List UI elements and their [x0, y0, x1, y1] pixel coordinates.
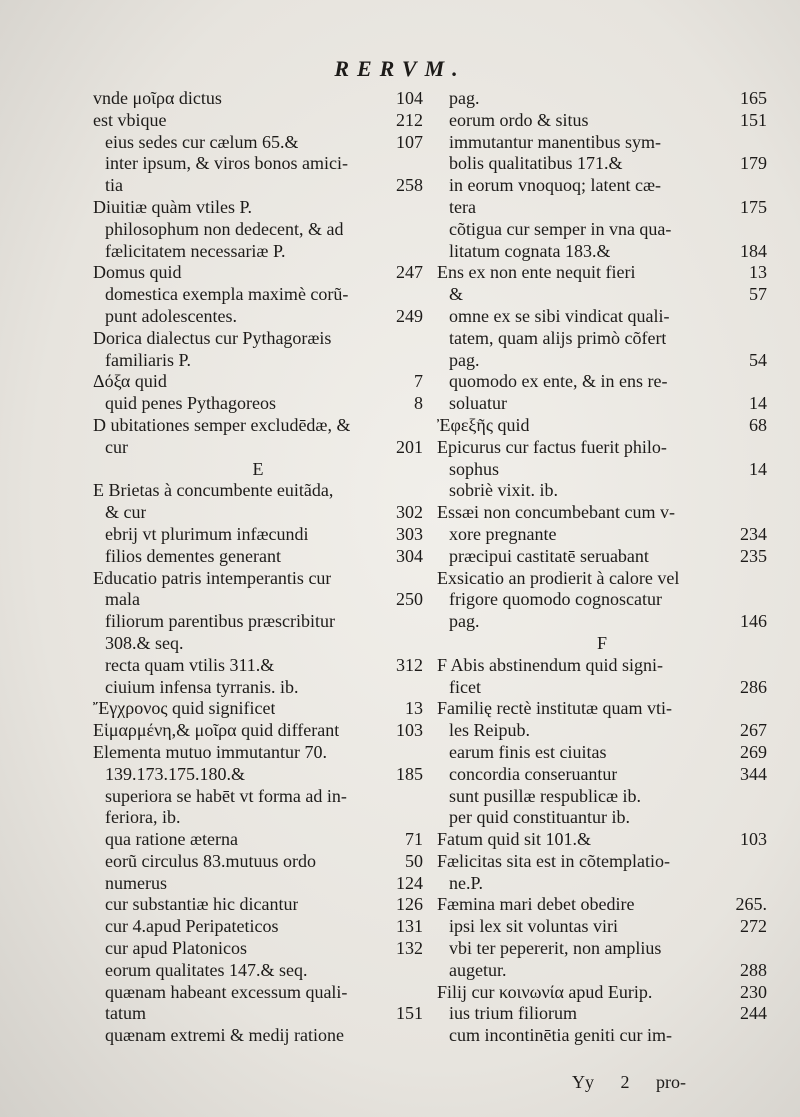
entry-text: cur apud Platonicos	[105, 938, 247, 959]
index-entry	[93, 742, 423, 764]
index-entry	[437, 568, 767, 590]
entry-text: les Reipub.	[449, 720, 530, 741]
entry-text: quænam habeant excessum quali-	[105, 981, 348, 1002]
entry-text: litatum cognata 183.&	[449, 240, 611, 261]
entry-text: Epicurus cur factus fuerit philo-	[437, 436, 667, 457]
entry-text: sobriè vixit. ib.	[449, 480, 558, 501]
entry-text: ius trium filiorum	[449, 1003, 577, 1024]
entry-text: eorum ordo & situs	[449, 109, 589, 130]
entry-text: quid penes Pythagoreos	[105, 393, 276, 414]
entry-text: concordia conseruantur	[449, 763, 618, 784]
index-entry	[93, 568, 423, 590]
entry-text: eorum qualitates 147.& seq.	[105, 959, 308, 980]
entry-text: frigore quomodo cognoscatur	[449, 589, 662, 610]
entry-text: tera	[449, 196, 476, 217]
page-reference: 71	[405, 829, 423, 850]
entry-text: feriora, ib.	[105, 807, 181, 828]
page-reference: 344	[740, 763, 767, 784]
section-letter	[437, 633, 767, 655]
entry-text: 308.& seq.	[105, 632, 184, 653]
page-reference: 303	[396, 523, 423, 544]
page-reference: 14	[749, 393, 767, 414]
index-entry	[437, 88, 767, 110]
index-entry	[93, 437, 423, 459]
index-entry	[437, 938, 767, 960]
index-column-left	[93, 88, 423, 1047]
index-entry	[93, 262, 423, 284]
index-entry	[93, 110, 423, 132]
entry-text: eius sedes cur cælum 65.&	[105, 131, 299, 152]
index-entry	[93, 393, 423, 415]
entry-text: philosophum non dedecent, & ad	[105, 218, 344, 239]
index-entry	[437, 982, 767, 1004]
page-reference: 104	[396, 88, 423, 108]
index-entry	[437, 764, 767, 786]
index-entry	[93, 960, 423, 982]
index-entry	[93, 698, 423, 720]
entry-text: Ἐφεξῆς quid	[437, 414, 530, 435]
index-entry	[437, 480, 767, 502]
entry-text: Εἱμαρμένη,& μοῖρα quid differant	[93, 720, 340, 741]
entry-text: E	[252, 458, 264, 479]
entry-text: &	[449, 284, 464, 305]
entry-text: Ens ex non ente nequit fieri	[437, 262, 636, 283]
page-reference: 107	[396, 131, 423, 152]
page-reference: 288	[740, 959, 767, 980]
page-reference: 230	[740, 981, 767, 1002]
page-reference: 304	[396, 545, 423, 566]
entry-text: Domus quid	[93, 262, 182, 283]
entry-text: F Abis abstinendum quid signi-	[437, 654, 664, 675]
index-entry	[437, 459, 767, 481]
index-entry	[437, 153, 767, 175]
running-header: RERVM.	[334, 56, 466, 81]
signature-number: 2	[620, 1072, 630, 1092]
index-entry	[93, 764, 423, 786]
index-entry	[437, 851, 767, 873]
entry-text: sunt pusillæ respublicæ ib.	[449, 785, 642, 806]
index-entry	[437, 655, 767, 677]
page-reference: 54	[749, 349, 767, 370]
page-footer	[572, 1072, 708, 1093]
entry-text: pag.	[449, 88, 480, 108]
page-reference: 179	[740, 153, 767, 174]
entry-text: in eorum vnoquoq; latent cæ-	[449, 175, 661, 196]
index-entry	[93, 546, 423, 568]
index-entry	[93, 916, 423, 938]
entry-text: sophus	[449, 458, 500, 479]
index-entry	[93, 219, 423, 241]
entry-text: superiora se habēt vt forma ad in-	[105, 785, 347, 806]
index-entry	[437, 197, 767, 219]
entry-text: fælicitatem necessariæ P.	[105, 240, 286, 261]
index-entry	[437, 241, 767, 263]
entry-text: tatum	[105, 1003, 146, 1024]
index-entry	[437, 589, 767, 611]
entry-text: soluatur	[449, 393, 507, 414]
page-reference: 250	[396, 589, 423, 610]
index-entry	[437, 894, 767, 916]
entry-text: recta quam vtilis 311.&	[105, 654, 275, 675]
index-entry	[437, 328, 767, 350]
index-entry	[93, 611, 423, 633]
entry-text: eorũ circulus 83.mutuus ordo	[105, 850, 316, 871]
index-entry	[437, 502, 767, 524]
entry-text: D ubitationes semper excludēdæ, &	[93, 414, 351, 435]
index-entry	[437, 371, 767, 393]
index-entry	[437, 306, 767, 328]
index-entry	[93, 241, 423, 263]
entry-text: ciuium infensa tyrranis. ib.	[105, 676, 299, 697]
index-entry	[93, 328, 423, 350]
index-entry	[93, 371, 423, 393]
index-entry	[437, 350, 767, 372]
entry-text: familiaris P.	[105, 349, 191, 370]
index-entry	[437, 720, 767, 742]
entry-text: ipsi lex sit voluntas viri	[449, 916, 618, 937]
entry-text: E Brietas à concumbente euitãda,	[93, 480, 334, 501]
index-entry	[437, 110, 767, 132]
page-reference: 7	[414, 371, 423, 392]
index-entry	[437, 1003, 767, 1025]
index-entry	[93, 982, 423, 1004]
entry-text: Exsicatio an prodierit à calore vel	[437, 567, 680, 588]
page-reference: 57	[749, 284, 767, 305]
index-entry	[93, 88, 423, 110]
signature-mark: Yy	[572, 1072, 594, 1092]
entry-text: mala	[105, 589, 140, 610]
entry-text: punt adolescentes.	[105, 305, 237, 326]
index-entry	[437, 132, 767, 154]
page-reference: 234	[740, 523, 767, 544]
entry-text: Δόξα quid	[93, 371, 167, 392]
page-reference: 212	[396, 109, 423, 130]
entry-text: cur substantiæ hic dicantur	[105, 894, 299, 915]
index-column-right	[437, 88, 767, 1047]
entry-text: immutantur manentibus sym-	[449, 131, 661, 152]
index-entry	[93, 175, 423, 197]
page-reference: 269	[740, 741, 767, 762]
page-reference: 235	[740, 545, 767, 566]
page-reference: 14	[749, 458, 767, 479]
index-entry	[437, 284, 767, 306]
index-entry	[437, 219, 767, 241]
entry-text: omne ex se sibi vindicat quali-	[449, 305, 670, 326]
page-reference: 103	[396, 720, 423, 741]
index-entry	[93, 873, 423, 895]
entry-text: est vbique	[93, 109, 167, 130]
page-reference: 267	[740, 720, 767, 741]
entry-text: Educatio patris intemperantis cur	[93, 567, 332, 588]
index-entry	[93, 829, 423, 851]
entry-text: Dorica dialectus cur Pythagoræis	[93, 327, 332, 348]
entry-text: qua ratione æterna	[105, 829, 238, 850]
entry-text: cum incontinētia geniti cur im-	[449, 1025, 672, 1046]
entry-text: domestica exempla maximè corũ-	[105, 284, 349, 305]
page-reference: 286	[740, 676, 767, 697]
index-entry	[93, 677, 423, 699]
entry-text: vbi ter pepererit, non amplius	[449, 938, 662, 959]
index-entry	[437, 960, 767, 982]
page-reference: 244	[740, 1003, 767, 1024]
entry-text: numerus	[105, 872, 167, 893]
index-entry	[93, 807, 423, 829]
index-entry	[437, 916, 767, 938]
page-reference: 184	[740, 240, 767, 261]
entry-text: filiorum parentibus præscribitur	[105, 611, 335, 632]
index-entry	[437, 829, 767, 851]
index-entry	[93, 633, 423, 655]
entry-text: vnde μοῖρα dictus	[93, 88, 222, 108]
entry-text: Familię rectè institutæ quam vti-	[437, 698, 672, 719]
index-entry	[437, 393, 767, 415]
page-reference: 247	[396, 262, 423, 283]
index-entry	[93, 132, 423, 154]
entry-text: & cur	[105, 502, 147, 523]
page-reference: 13	[749, 262, 767, 283]
index-entry	[437, 873, 767, 895]
entry-text: F	[596, 632, 607, 653]
page-reference: 185	[396, 763, 423, 784]
page-reference: 312	[396, 654, 423, 675]
index-entry	[93, 894, 423, 916]
entry-text: tia	[105, 175, 123, 196]
entry-text: Elementa mutuo immutantur 70.	[93, 741, 327, 762]
page-reference: 13	[405, 698, 423, 719]
entry-text: earum finis est ciuitas	[449, 741, 607, 762]
entry-text: ne.P.	[449, 872, 484, 893]
entry-text: Essæi non concumbebant cum v-	[437, 502, 675, 523]
page-reference: 175	[740, 196, 767, 217]
entry-text: pag.	[449, 611, 480, 632]
entry-text: pag.	[449, 349, 480, 370]
index-entry	[437, 742, 767, 764]
entry-text: cõtigua cur semper in vna qua-	[449, 218, 672, 239]
index-entry	[93, 306, 423, 328]
entry-text: Diuitiæ quàm vtiles P.	[93, 196, 253, 217]
page-reference: 201	[396, 436, 423, 457]
index-entry	[93, 938, 423, 960]
page-reference: 272	[740, 916, 767, 937]
index-entry	[93, 1003, 423, 1025]
index-entry	[93, 589, 423, 611]
entry-text: ebrij vt plurimum infæcundi	[105, 523, 309, 544]
entry-text: cur 4.apud Peripateticos	[105, 916, 279, 937]
index-entry	[93, 851, 423, 873]
index-entry	[93, 197, 423, 219]
index-entry	[437, 807, 767, 829]
index-entry	[437, 175, 767, 197]
section-letter	[93, 459, 423, 481]
index-entry	[437, 1025, 767, 1047]
entry-text: xore pregnante	[449, 523, 557, 544]
page-reference: 124	[396, 872, 423, 893]
entry-text: cur	[105, 436, 128, 457]
index-entry	[93, 524, 423, 546]
index-entry	[437, 524, 767, 546]
index-entry	[437, 611, 767, 633]
entry-text: 139.173.175.180.&	[105, 763, 246, 784]
page-reference: 146	[740, 611, 767, 632]
entry-text: bolis qualitatibus 171.&	[449, 153, 623, 174]
index-entry	[93, 720, 423, 742]
index-entry	[93, 350, 423, 372]
entry-text: Fatum quid sit 101.&	[437, 829, 592, 850]
index-entry	[93, 655, 423, 677]
page-reference: 68	[749, 414, 767, 435]
index-entry	[93, 1025, 423, 1047]
page-reference: 126	[396, 894, 423, 915]
index-entry	[437, 415, 767, 437]
index-entry	[93, 153, 423, 175]
page-reference: 103	[740, 829, 767, 850]
entry-text: tatem, quam alijs primò cõfert	[449, 327, 667, 348]
index-entry	[93, 284, 423, 306]
entry-text: Filij cur κοινωνία apud Eurip.	[437, 981, 653, 1002]
entry-text: quomodo ex ente, & in ens re-	[449, 371, 668, 392]
catchword: pro-	[656, 1072, 686, 1092]
index-entry	[437, 262, 767, 284]
index-entry	[437, 698, 767, 720]
index-entry	[93, 415, 423, 437]
index-entry	[437, 437, 767, 459]
page-reference: 50	[405, 850, 423, 871]
page-reference: 165	[740, 88, 767, 108]
index-entry	[437, 677, 767, 699]
index-entry	[437, 786, 767, 808]
page-reference: 249	[396, 305, 423, 326]
entry-text: Fælicitas sita est in cõtemplatio-	[437, 850, 670, 871]
entry-text: præcipui castitatē seruabant	[449, 545, 649, 566]
index-entry	[93, 480, 423, 502]
entry-text: augetur.	[449, 959, 507, 980]
entry-text: quænam extremi & medij ratione	[105, 1025, 344, 1046]
page-reference: 302	[396, 502, 423, 523]
page-reference: 151	[396, 1003, 423, 1024]
entry-text: ficet	[449, 676, 481, 697]
index-entry	[437, 546, 767, 568]
page-reference: 265.	[735, 894, 767, 915]
entry-text: Fæmina mari debet obedire	[437, 894, 635, 915]
page-reference: 132	[396, 938, 423, 959]
page-reference: 258	[396, 175, 423, 196]
page-reference: 131	[396, 916, 423, 937]
page-reference: 8	[414, 393, 423, 414]
page-reference: 151	[740, 109, 767, 130]
entry-text: per quid constituantur ib.	[449, 807, 630, 828]
index-entry	[93, 786, 423, 808]
entry-text: Ἔγχρονος quid significet	[93, 698, 276, 719]
index-entry	[93, 502, 423, 524]
entry-text: filios dementes generant	[105, 545, 281, 566]
entry-text: inter ipsum, & viros bonos amici-	[105, 153, 348, 174]
